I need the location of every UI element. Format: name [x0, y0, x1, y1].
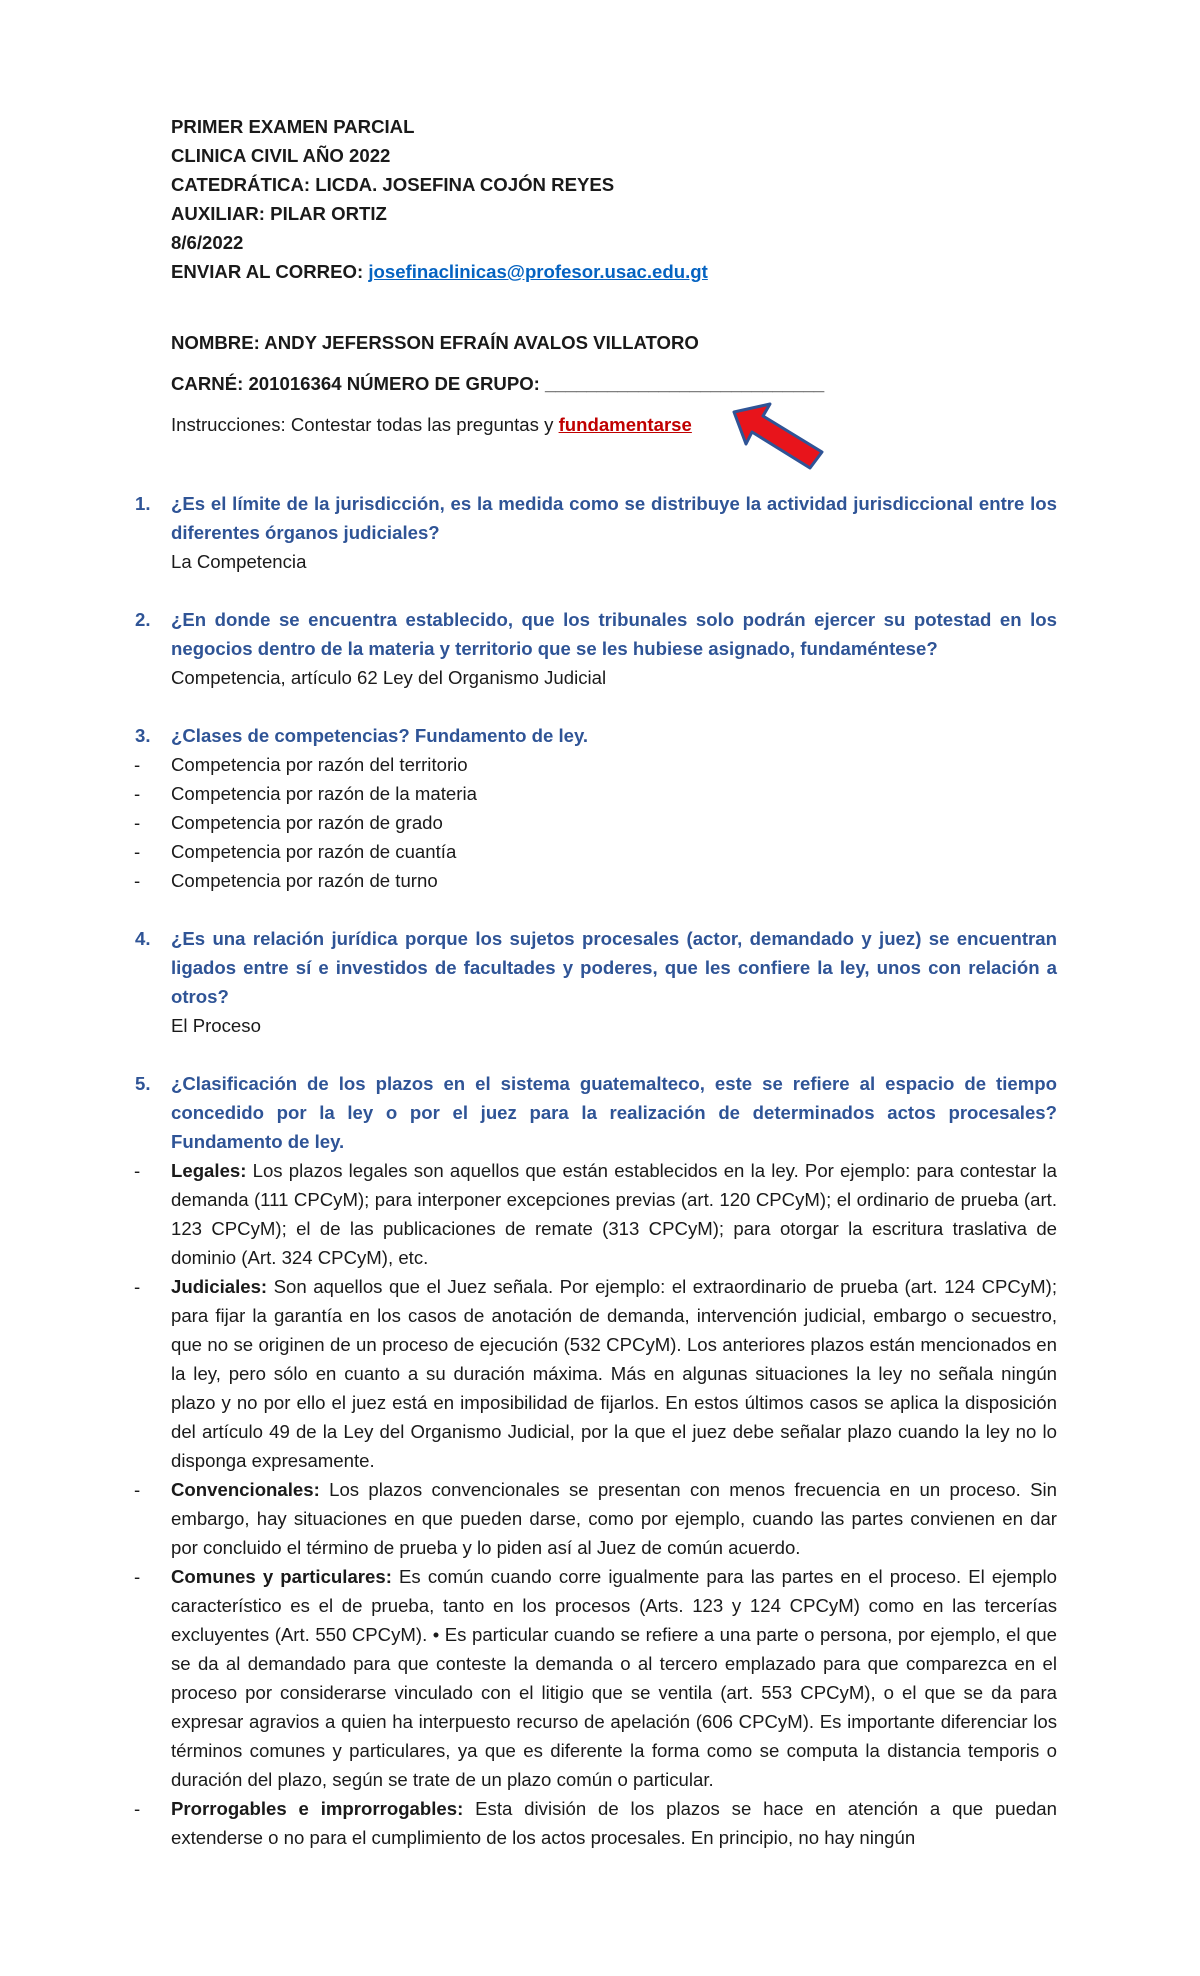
assistant-line: AUXILIAR: PILAR ORTIZ	[171, 203, 387, 224]
list-item: - Competencia por razón de turno	[134, 870, 438, 891]
list-item: - Convencionales: Los plazos convencionales se presentan con menos frecuencia en un proceso. Sin embargo, hay situaciones en que pueden darse, como por ejemplo, cuando las partes convienen en dar por concluido el término de prueba y lo piden así al Juez de común acuerdo.	[134, 1479, 1057, 1558]
question-number: 1.	[135, 493, 151, 514]
list-item: - Legales: Los plazos legales son aquellos que están establecidos en la ley. Por ejemplo: para contestar la demanda (111 CPCyM); para interponer excepciones previas (art. 120 CPCyM); el ordinario de prueba (art. 123 CPCyM); el de las publicaciones de remate (313 CPCyM); para otorgar la escritura traslativa de dominio (Art. 324 CPCyM), etc.	[134, 1160, 1057, 1268]
exam-page	[134, 112, 1057, 1852]
item-body: Es común cuando corre igualmente para las partes en el proceso. El ejemplo característico es el de prueba, tanto en los procesos (Arts. 123 y 124 CPCyM) como en las tercerías excluyentes (Art. 550 CPCyM). • Es particular cuando se refiere a una parte o persona, por ejemplo, el que se da al demandado para que conteste la demanda o al tercero emplazado para que comparezca en el proceso por considerarse vinculado con el litigio que se ventila (art. 553 CPCyM), o el que se da para expresar agravios a quien ha interpuesto recurso de apelación (606 CPCyM). Es importante diferenciar los términos comunes y particulares, ya que es diferente la forma como se computa la distancia temporis o duración del plazo, según se trate de un plazo común o particular.	[171, 1566, 1057, 1790]
answer: La Competencia	[171, 551, 307, 572]
email-line	[171, 257, 1057, 286]
item-term: Convencionales:	[171, 1479, 320, 1500]
question-text: ¿Clasificación de los plazos en el sistema guatemalteco, este se refiere al espacio de tiempo concedido por la ley o por el juez para la realización de determinados actos procesales? Fundamento de ley.	[171, 1073, 1057, 1152]
email-label: ENVIAR AL CORREO:	[171, 261, 369, 282]
question-1	[135, 489, 1057, 576]
question-2	[135, 605, 1057, 692]
list-item: - Prorrogables e improrrogables: Esta división de los plazos se hace en atención a que puedan extenderse o no para el cumplimiento de los actos procesales. En principio, no hay ningún	[134, 1798, 1057, 1848]
answer: Competencia, artículo 62 Ley del Organismo Judicial	[171, 667, 607, 688]
question-number: 4.	[135, 928, 151, 949]
list-item: - Competencia por razón de la materia	[134, 783, 477, 804]
item-body: Esta división de los plazos se hace en atención a que puedan extenderse o no para el cumplimiento de los actos procesales. En principio, no hay ningún	[171, 1798, 1057, 1848]
item-body: Los plazos legales son aquellos que están establecidos en la ley. Por ejemplo: para contestar la demanda (111 CPCyM); para interponer excepciones previas (art. 120 CPCyM); el ordinario de prueba (art. 123 CPCyM); el de las publicaciones de remate (313 CPCyM); para otorgar la escritura traslativa de dominio (Art. 324 CPCyM), etc.	[171, 1160, 1057, 1268]
item-term: Judiciales:	[171, 1276, 268, 1297]
question-text: ¿Es el límite de la jurisdicción, es la medida como se distribuye la actividad jurisdiccional entre los diferentes órganos judiciales?	[171, 493, 1057, 543]
question-number: 3.	[135, 725, 151, 746]
list-item: - Competencia por razón de grado	[134, 812, 443, 833]
question-text: ¿Clases de competencias? Fundamento de ley.	[171, 725, 589, 746]
list-item: - Judiciales: Son aquellos que el Juez señala. Por ejemplo: el extraordinario de prueba (art. 124 CPCyM); para fijar la garantía en los casos de anotación de demanda, intervención judicial, embargo o secuestro, que no se originen de un proceso de ejecución (532 CPCyM). Los anteriores plazos están mencionados en la ley, pero sólo en cuanto a su duración máxima. Más en algunas situaciones la ley no señala ningún plazo y no por ello el juez está en imposibilidad de fijarlos. En estos últimos casos se aplica la disposición del artículo 49 de la Ley del Organismo Judicial, por la que el juez debe señalar plazo cuando la ley no lo disponga expresamente.	[134, 1276, 1057, 1471]
answer: El Proceso	[171, 1015, 261, 1036]
instructions	[171, 410, 1057, 439]
item-term: Prorrogables e improrrogables:	[171, 1798, 464, 1819]
course-line: CLINICA CIVIL AÑO 2022	[171, 145, 391, 166]
item-term: Legales:	[171, 1160, 247, 1181]
list-item: - Comunes y particulares: Es común cuando corre igualmente para las partes en el proceso. El ejemplo característico es el de prueba, tanto en los procesos (Arts. 123 y 124 CPCyM) como en las tercerías excluyentes (Art. 550 CPCyM). • Es particular cuando se refiere a una parte o persona, por ejemplo, el que se da al demandado para que conteste la demanda o al tercero emplazado para que comparezca en el proceso por considerarse vinculado con el litigio que se ventila (art. 553 CPCyM), o el que se da para expresar agravios a quien ha interpuesto recurso de apelación (606 CPCyM). Es importante diferenciar los términos comunes y particulares, ya que es diferente la forma como se computa la distancia temporis o duración del plazo, según se trate de un plazo común o particular.	[134, 1566, 1057, 1790]
question-number: 5.	[135, 1073, 151, 1094]
question-3	[135, 721, 1057, 750]
student-carne: CARNÉ: 201016364 NÚMERO DE GRUPO: ___________________________	[171, 373, 825, 394]
list-item: - Competencia por razón del territorio	[134, 754, 468, 775]
email-link[interactable]: josefinaclinicas@profesor.usac.edu.gt	[368, 261, 708, 282]
question-5	[135, 1069, 1057, 1156]
question-number: 2.	[135, 609, 151, 630]
question-4	[135, 924, 1057, 1040]
item-body: Son aquellos que el Juez señala. Por ejemplo: el extraordinario de prueba (art. 124 CPCyM); para fijar la garantía en los casos de anotación de demanda, intervención judicial, embargo o secuestro, que no se originen de un proceso de ejecución (532 CPCyM). Los anteriores plazos están mencionados en la ley, pero sólo en cuanto a su duración máxima. Más en algunas situaciones la ley no señala ningún plazo y no por ello el juez está en imposibilidad de fijarlos. En estos últimos casos se aplica la disposición del artículo 49 de la Ley del Organismo Judicial, por la que el juez debe señalar plazo cuando la ley no lo disponga expresamente.	[171, 1276, 1057, 1471]
question-text: ¿En donde se encuentra establecido, que los tribunales solo podrán ejercer su potestad en los negocios dentro de la materia y territorio que se les hubiese asignado, fundaméntese?	[171, 609, 1057, 659]
date-line: 8/6/2022	[171, 232, 244, 253]
list-item: - Competencia por razón de cuantía	[134, 841, 457, 862]
exam-title: PRIMER EXAMEN PARCIAL	[171, 116, 415, 137]
student-name: NOMBRE: ANDY JEFERSSON EFRAÍN AVALOS VILLATORO	[171, 332, 699, 353]
instructions-emphasis: fundamentarse	[558, 414, 692, 435]
instructions-text: Instrucciones: Contestar todas las preguntas y	[171, 414, 559, 435]
red-arrow-icon	[730, 402, 826, 472]
item-body: Los plazos convencionales se presentan con menos frecuencia en un proceso. Sin embargo, hay situaciones en que pueden darse, como por ejemplo, cuando las partes convienen en dar por concluido el término de prueba y lo piden así al Juez de común acuerdo.	[171, 1479, 1057, 1558]
question-text: ¿Es una relación jurídica porque los sujetos procesales (actor, demandado y juez) se encuentran ligados entre sí e investidos de facultades y poderes, que les confiere la ley, unos con relación a otros?	[171, 928, 1057, 1007]
item-term: Comunes y particulares:	[171, 1566, 392, 1587]
professor-line: CATEDRÁTICA: LICDA. JOSEFINA COJÓN REYES	[171, 174, 615, 195]
